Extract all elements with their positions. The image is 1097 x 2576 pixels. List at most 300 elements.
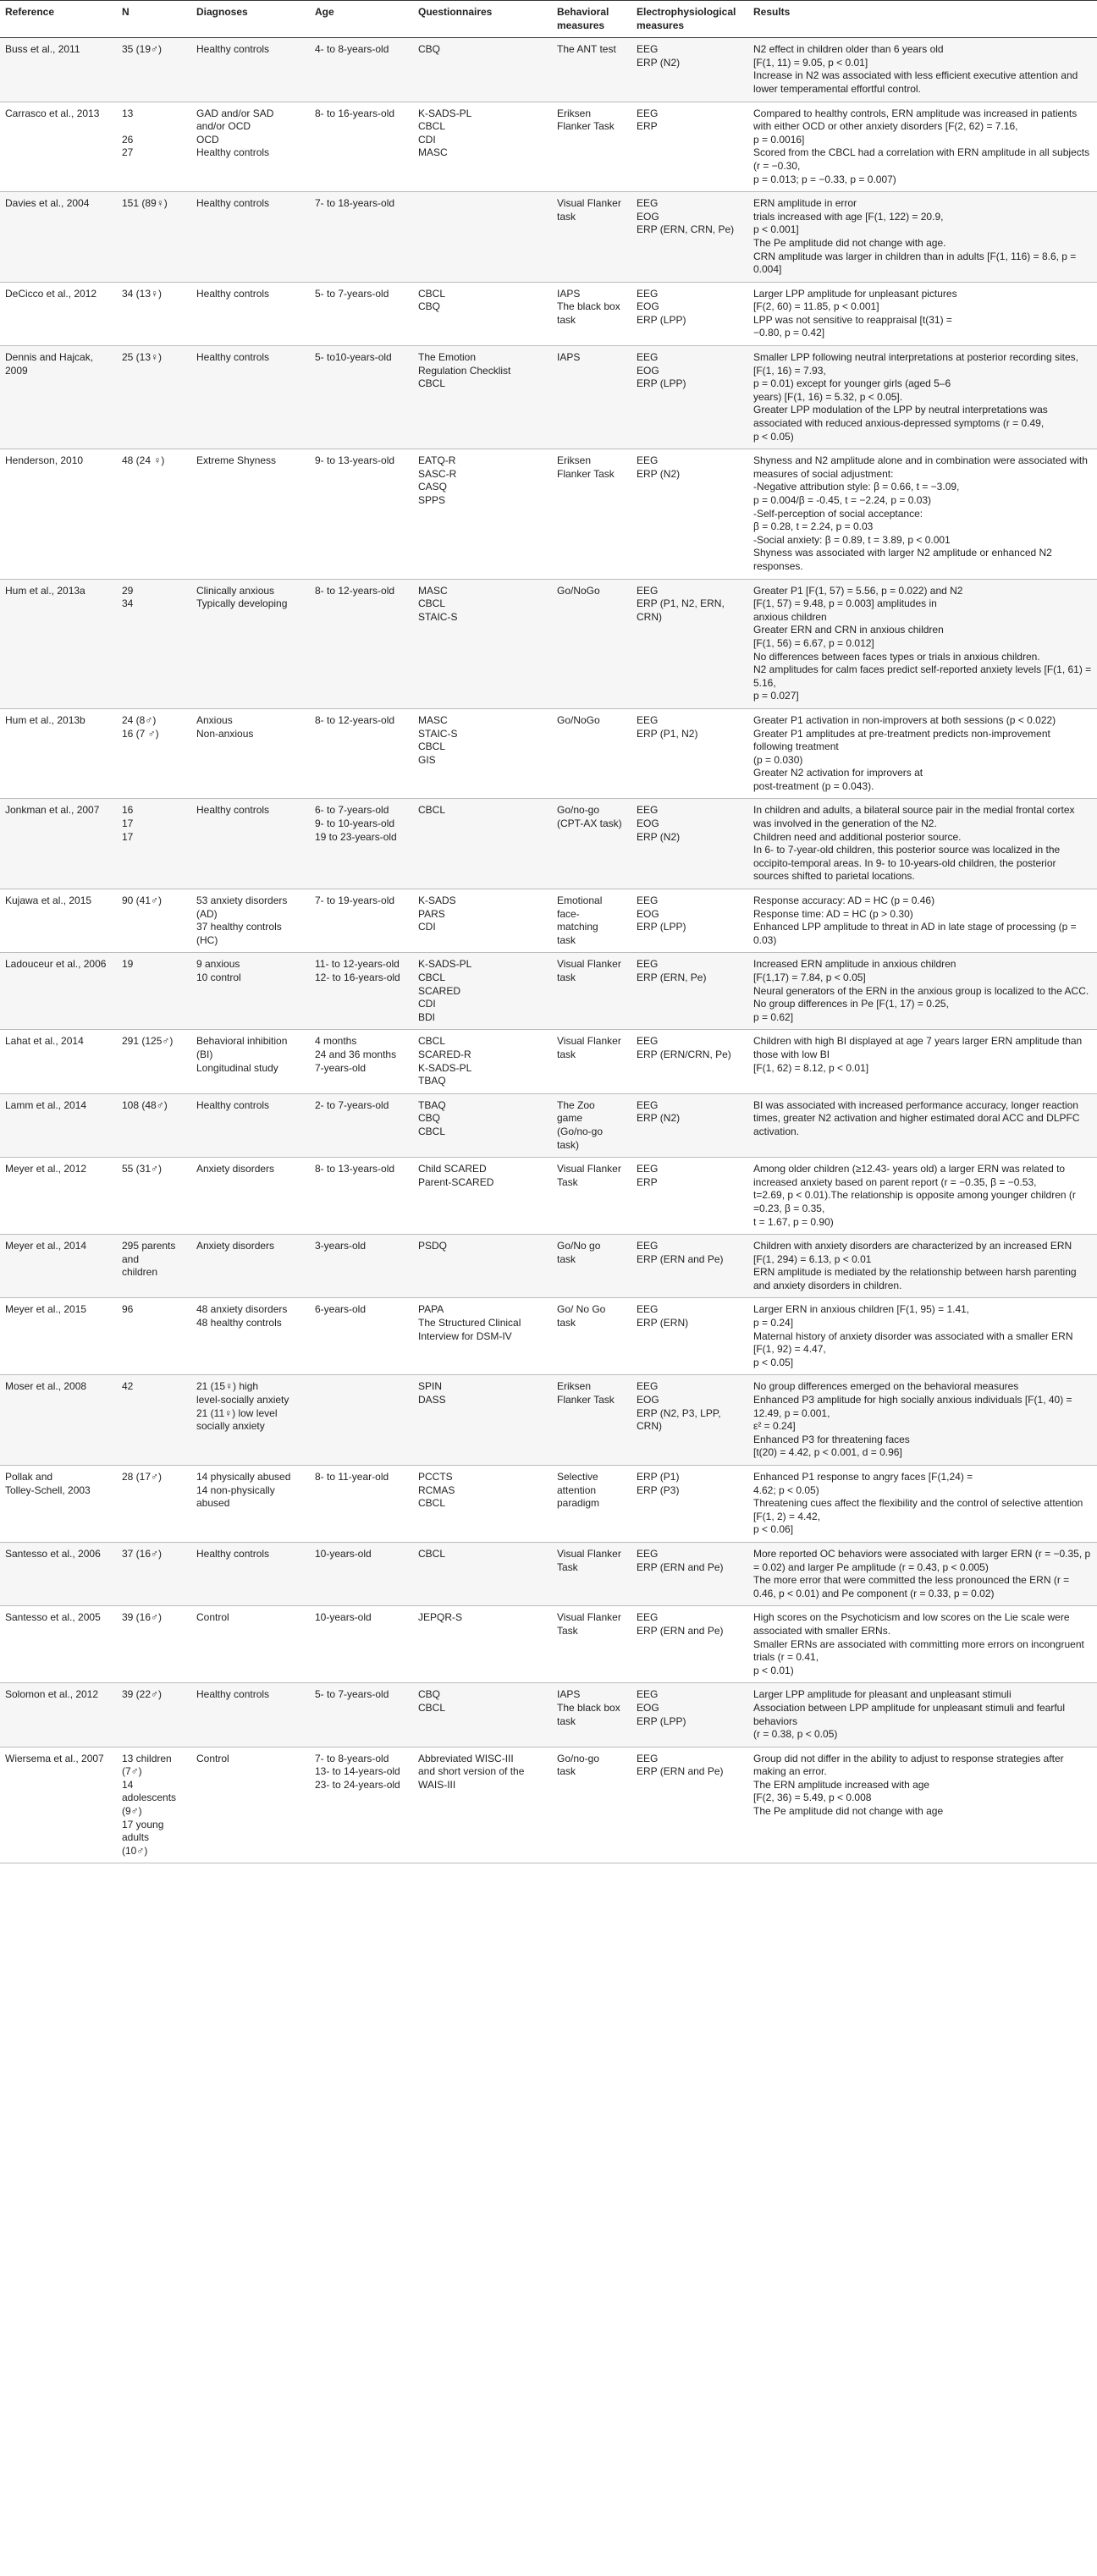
cell-line: Carrasco et al., 2013 [5,107,100,119]
column-header: Questionnaires [413,1,552,38]
cell-line: EEG [637,351,659,364]
cell-line: p = 0.24] [753,1317,794,1329]
cell-line: PAPA [418,1303,444,1316]
cell-line: 16 (7 ♂) [122,727,159,740]
diagnoses-cell [191,1158,310,1235]
reference-cell [0,1093,117,1157]
cell-line: ERP (N2, P3, LPP, [637,1406,721,1419]
cell-line: EEG [637,1240,659,1252]
cell-line: 21 (15♀) high [196,1380,259,1393]
diagnoses-cell [191,38,310,102]
cell-line: DeCicco et al., 2012 [5,287,97,300]
cell-line [315,1380,408,1394]
cell-line: EEG [637,1303,659,1316]
cell-line: EEG [637,1098,659,1111]
cell-line: Larger LPP amplitude for unpleasant pictures [753,287,957,300]
table-row [0,38,1097,102]
cell-line: anxious children [753,610,827,623]
table-row [0,1606,1097,1683]
behavioral-cell [552,889,631,953]
cell-line: The more error that were committed the less pronounced the ERN (r = 0.46, p < 0.01) and Pe component (r = 0.33, p = 0.02) [753,1574,1070,1599]
cell-line: [F(2, 60) = 11.85, p < 0.001] [753,300,879,313]
diagnoses-cell [191,449,310,579]
cell-line: CBCL [418,1125,446,1137]
cell-line: ERP (ERN) [637,1317,689,1329]
cell-line: ERP (ERN, CRN, Pe) [637,223,735,236]
cell-line: task) [557,1138,580,1151]
cell-line: 48 anxiety disorders [196,1303,288,1316]
cell-line: 108 (48♂) [122,1098,168,1111]
cell-line: 9- to 13-years-old [315,454,395,467]
electrophysiological-cell [631,1747,748,1863]
age-cell [310,1158,413,1235]
cell-line: K-SADS [418,894,456,907]
n-cell [117,1093,191,1157]
cell-line: The black box [557,300,620,313]
diagnoses-cell [191,1542,310,1605]
cell-line: -Self-perception of social acceptance: [753,507,923,520]
age-cell [310,1375,413,1466]
cell-line: Eriksen [557,1380,592,1393]
cell-line: years) [F(1, 16) = 5.32, p < 0.05]. [753,390,903,403]
cell-line: [F(2, 36) = 5.49, p < 0.008 [753,1792,872,1804]
n-cell [117,799,191,889]
cell-line: Shyness was associated with larger N2 amplitude or enhanced N2 responses. [753,547,1052,572]
cell-line: level-socially anxiety [196,1394,289,1406]
cell-line: task [557,1765,576,1778]
questionnaires-cell [413,192,552,283]
cell-line: [F(1, 56) = 6.67, p = 0.012] [753,636,874,649]
table-row [0,1375,1097,1466]
cell-line: ERP (LPP) [637,1715,686,1727]
cell-line: [F(1, 57) = 9.48, p = 0.003] amplitudes in [753,597,937,610]
age-cell [310,953,413,1030]
behavioral-cell [552,1466,631,1543]
cell-line: Enhanced P1 response to angry faces [F(1,24) = [753,1471,973,1483]
electrophysiological-cell [631,1606,748,1683]
electrophysiological-cell [631,1030,748,1093]
cell-line: Anxiety disorders [196,1163,275,1175]
cell-line: MASC [418,713,448,726]
behavioral-cell [552,1542,631,1605]
electrophysiological-cell [631,282,748,345]
cell-line: Smaller ERNs are associated with committing more errors on incongruent trials (r = 0.41, [753,1638,1084,1664]
electrophysiological-cell [631,102,748,192]
cell-line: 17 [122,817,134,830]
electrophysiological-cell [631,346,748,449]
cell-line: task [557,1715,576,1727]
cell-line: 27 [122,146,134,159]
n-cell [117,1235,191,1298]
cell-line: ERP (ERN and Pe) [637,1624,724,1637]
behavioral-cell [552,38,631,102]
cell-line: Tolley-Schell, 2003 [5,1483,91,1496]
age-cell [310,346,413,449]
cell-line: EEG [637,454,659,467]
age-cell [310,192,413,283]
cell-line: β = 0.28, t = 2.24, p = 0.03 [753,520,874,533]
reference-cell [0,1158,117,1235]
cell-line: Abbreviated WISC-III [418,1752,514,1764]
cell-line: 39 (16♂) [122,1611,163,1624]
cell-line: Typically developing [196,597,288,610]
cell-line: EOG [637,210,659,223]
table-row [0,1466,1097,1543]
cell-line: EOG [637,907,659,920]
cell-line: CBCL [418,377,446,390]
cell-line: (CPT-AX task) [557,817,622,830]
cell-line: PSDQ [418,1240,448,1252]
questionnaires-cell [413,282,552,345]
cell-line: game [557,1112,583,1125]
reference-cell [0,799,117,889]
n-cell [117,579,191,708]
behavioral-cell [552,799,631,889]
cell-line: Flanker Task [557,467,615,480]
diagnoses-cell [191,1093,310,1157]
cell-line: Greater P1 amplitudes at pre-treatment predicts non-improvement following treatment [753,727,1050,753]
cell-line: 8- to 12-years-old [315,584,395,597]
cell-line: EOG [637,300,659,313]
cell-line: EEG [637,1752,659,1764]
cell-line: CASQ [418,481,448,493]
cell-line: Flanker Task [557,120,615,133]
table-row [0,102,1097,192]
cell-line: matching [557,921,598,933]
cell-line: Healthy controls [196,197,270,210]
cell-line: ERP (LPP) [637,313,686,326]
n-cell [117,1158,191,1235]
cell-line: 14 physically abused [196,1471,291,1483]
reference-cell [0,1542,117,1605]
column-header: Diagnoses [191,1,310,38]
cell-line: PARS [418,907,445,920]
cell-line: ERP (N2) [637,56,681,69]
cell-line: 6- to 7-years-old [315,804,389,817]
age-cell [310,1683,413,1747]
cell-line: Visual Flanker [557,1547,621,1560]
diagnoses-cell [191,1683,310,1747]
cell-line: 34 [122,597,134,610]
cell-line: BI was associated with increased performance accuracy, longer reaction times, greater N2 activation and higher estimated doral ACC and DLPFC activation. [753,1098,1080,1137]
cell-line: MASC [418,584,448,597]
cell-line: EOG [637,1701,659,1714]
results-cell [748,1298,1097,1375]
questionnaires-cell [413,708,552,799]
cell-line: p < 0.06] [753,1523,794,1536]
cell-line: Healthy controls [196,146,270,159]
cell-line: -Social anxiety: β = 0.89, t = 3.89, p < 0.001 [753,533,951,546]
results-cell [748,346,1097,449]
diagnoses-cell [191,953,310,1030]
cell-line: EEG [637,43,659,56]
cell-line: CBCL [418,804,446,817]
results-cell [748,1375,1097,1466]
n-cell [117,192,191,283]
cell-line: Interview for DSM-IV [418,1329,512,1342]
cell-line: Wiersema et al., 2007 [5,1752,104,1764]
cell-line: Children with anxiety disorders are characterized by an increased ERN [753,1240,1072,1252]
cell-line: task [557,933,576,946]
cell-line: ERP (ERN/CRN, Pe) [637,1048,731,1060]
cell-line: CBCL [418,740,446,753]
cell-line: EOG [637,817,659,830]
cell-line: The ERN amplitude increased with age [753,1778,930,1791]
age-cell [310,1030,413,1093]
cell-line: TBAQ [418,1098,446,1111]
cell-line: CBQ [418,1688,441,1701]
cell-line: 55 (31♂) [122,1163,163,1175]
cell-line: Go/no-go [557,804,600,817]
cell-line: CBCL [418,1035,446,1048]
cell-line: Neural generators of the ERN in the anxious group is localized to the ACC. [753,984,1089,997]
reference-cell [0,1298,117,1375]
electrophysiological-cell [631,192,748,283]
cell-line: 90 (41♂) [122,894,163,907]
cell-line: 25 (13♀) [122,351,163,364]
age-cell [310,1235,413,1298]
cell-line: Extreme Shyness [196,454,277,467]
cell-line: (p = 0.030) [753,753,803,766]
cell-line: EEG [637,958,659,971]
behavioral-cell [552,192,631,283]
behavioral-cell [552,449,631,579]
cell-line: Enhanced P3 amplitude for high socially anxious individuals [F(1, 40) = 12.49, p = 0.001, [753,1394,1072,1419]
cell-line: The Emotion [418,351,477,364]
cell-line: K-SADS-PL [418,958,472,971]
cell-line: 12- to 16-years-old [315,972,400,983]
behavioral-cell [552,1235,631,1298]
age-cell [310,449,413,579]
cell-line: 5- to 7-years-old [315,1688,389,1701]
cell-line: face- [557,907,580,920]
cell-line: Greater ERN and CRN in anxious children [753,624,944,636]
results-cell [748,579,1097,708]
cell-line: CBCL [418,120,446,133]
cell-line: SASC-R [418,467,457,480]
cell-line: No group differences in Pe [F(1, 17) = 0.25, [753,998,949,1010]
cell-line: GIS [418,753,436,766]
questionnaires-cell [413,889,552,953]
cell-line: 2009 [5,364,28,377]
electrophysiological-cell [631,1158,748,1235]
electrophysiological-cell [631,1235,748,1298]
age-cell [310,579,413,708]
cell-line: Visual Flanker [557,1611,621,1624]
cell-line: 37 healthy controls [196,921,282,933]
cell-line: EEG [637,1035,659,1048]
reference-cell [0,889,117,953]
n-cell [117,1375,191,1466]
cell-line: p < 0.01) [753,1664,794,1676]
cell-line: Meyer et al., 2012 [5,1163,87,1175]
cell-line: 14 non-physically [196,1483,275,1496]
results-cell [748,799,1097,889]
questionnaires-cell [413,579,552,708]
cell-line: CRN) [637,610,662,623]
cell-line: ERP [637,120,658,133]
electrophysiological-cell [631,799,748,889]
behavioral-cell [552,953,631,1030]
cell-line: CRN amplitude was larger in children than in adults [F(1, 116) = 8.6, p = 0.004] [753,250,1077,276]
cell-line: 291 (125♂) [122,1035,174,1048]
cell-line: TBAQ [418,1075,446,1087]
age-cell [310,1093,413,1157]
table-body [0,38,1097,1863]
n-cell [117,953,191,1030]
cell-line [418,197,547,211]
results-cell [748,889,1097,953]
cell-line: [F(1,17) = 7.84, p < 0.05] [753,972,866,983]
questionnaires-cell [413,1375,552,1466]
cell-line: Go/No go [557,1240,601,1252]
cell-line: SPIN [418,1380,443,1393]
column-header: Age [310,1,413,38]
cell-line: Go/ No Go [557,1303,606,1316]
cell-line: Lamm et al., 2014 [5,1098,87,1111]
diagnoses-cell [191,346,310,449]
questionnaires-cell [413,799,552,889]
cell-line: and/or OCD [196,120,251,133]
cell-line: 7- to 8-years-old [315,1752,389,1764]
cell-line: N2 effect in children older than 6 years old [753,43,944,56]
cell-line: 19 [122,958,134,971]
cell-line: The ANT test [557,43,616,56]
cell-line: ERP (N2) [637,1112,681,1125]
cell-line: 3-years-old [315,1240,367,1252]
reference-cell [0,1683,117,1747]
cell-line: 39 (22♂) [122,1688,163,1701]
cell-line: EOG [637,364,659,377]
cell-line: 23- to 24-years-old [315,1778,400,1791]
cell-line: Selective [557,1471,598,1483]
cell-line: abused [196,1497,230,1510]
table-row [0,579,1097,708]
questionnaires-cell [413,1606,552,1683]
cell-line: -Negative attribution style: β = 0.66, t = −3.09, [753,481,960,493]
cell-line: task [557,1252,576,1265]
results-cell [748,1093,1097,1157]
cell-line: p < 0.001] [753,223,799,236]
behavioral-cell [552,346,631,449]
table-row [0,1030,1097,1093]
cell-line: EEG [637,804,659,817]
cell-line: 7- to 19-years-old [315,894,395,907]
results-cell [748,1235,1097,1298]
cell-line: OCD [196,133,219,146]
cell-line: Santesso et al., 2006 [5,1547,101,1560]
cell-line: ERN amplitude in error [753,197,857,210]
table-row [0,953,1097,1030]
reference-cell [0,1030,117,1093]
questionnaires-cell [413,1093,552,1157]
questionnaires-cell [413,1466,552,1543]
cell-line: Meyer et al., 2015 [5,1303,87,1316]
results-cell [748,1542,1097,1605]
cell-line: 14 adolescents [122,1778,177,1804]
questionnaires-cell [413,1030,552,1093]
cell-line: The Structured Clinical [418,1317,521,1329]
cell-line: Enhanced LPP amplitude to threat in AD in late stage of processing (p = 0.03) [753,921,1077,946]
cell-line: Task [557,1175,578,1188]
reference-cell [0,346,117,449]
cell-line: LPP was not sensitive to reappraisal [t(31) = [753,313,952,326]
cell-line: 9- to 10-years-old [315,817,395,830]
n-cell [117,449,191,579]
cell-line: High scores on the Psychoticism and low scores on the Lie scale were associated with smaller ERNs. [753,1611,1070,1637]
cell-line: Jonkman et al., 2007 [5,804,100,817]
cell-line: Children with high BI displayed at age 7 years larger ERN amplitude than those with low BI [753,1035,1083,1060]
cell-line: 295 parents and [122,1240,176,1265]
cell-line: 29 [122,584,134,597]
behavioral-cell [552,579,631,708]
cell-line: 5- to 7-years-old [315,287,389,300]
cell-line: Emotional [557,894,603,907]
cell-line: EATQ-R [418,454,456,467]
cell-line: post-treatment (p = 0.043). [753,779,874,792]
cell-line: 28 (17♂) [122,1471,163,1483]
cell-line: EEG [637,287,659,300]
cell-line: CBCL [418,287,446,300]
cell-line: ε² = 0.24] [753,1420,796,1433]
cell-line: DASS [418,1394,446,1406]
cell-line: p < 0.05] [753,1356,794,1368]
cell-line: Anxiety disorders [196,1240,275,1252]
electrophysiological-cell [631,1093,748,1157]
cell-line: BDI [418,1010,436,1023]
cell-line: The Zoo [557,1098,595,1111]
results-cell [748,38,1097,102]
cell-line: Larger ERN in anxious children [F(1, 95) = 1.41, [753,1303,970,1316]
age-cell [310,1466,413,1543]
results-cell [748,102,1097,192]
cell-line: (Go/no-go [557,1125,604,1137]
cell-line: task [557,210,576,223]
cell-line: Association between LPP amplitude for unpleasant stimuli and fearful behaviors [753,1701,1065,1727]
reference-cell [0,953,117,1030]
table-row [0,1093,1097,1157]
reference-cell [0,192,117,283]
cell-line: Among older children (≥12.43- years old) a larger ERN was related to increased anxiety based on parent report (r = −0.35, β = −0.53, [753,1163,1066,1188]
cell-line: Task [557,1560,578,1573]
reference-cell [0,1747,117,1863]
cell-line: Control [196,1752,229,1764]
behavioral-cell [552,1030,631,1093]
cell-line: 10-years-old [315,1611,372,1624]
behavioral-cell [552,1683,631,1747]
cell-line: 8- to 13-years-old [315,1163,395,1175]
questionnaires-cell [413,38,552,102]
column-header: Electrophysiological measures [631,1,748,38]
cell-line: socially anxiety [196,1420,265,1433]
age-cell [310,38,413,102]
age-cell [310,708,413,799]
cell-line: Increase in N2 was associated with less efficient executive attention and lower temperamental effortful control. [753,69,1078,95]
cell-line: 9 anxious [196,958,240,971]
reference-cell [0,708,117,799]
cell-line: Task [557,1624,578,1637]
column-header: Results [748,1,1097,38]
cell-line: ERP (P1, N2, ERN, [637,597,725,610]
cell-line: K-SADS-PL [418,1061,472,1074]
cell-line: [F(1, 294) = 6.13, p < 0.01 [753,1252,872,1265]
electrophysiological-cell [631,1298,748,1375]
cell-line: 10-years-old [315,1547,372,1560]
cell-line: CDI [418,133,436,146]
results-cell [748,1606,1097,1683]
cell-line: 48 healthy controls [196,1317,282,1329]
behavioral-cell [552,1606,631,1683]
